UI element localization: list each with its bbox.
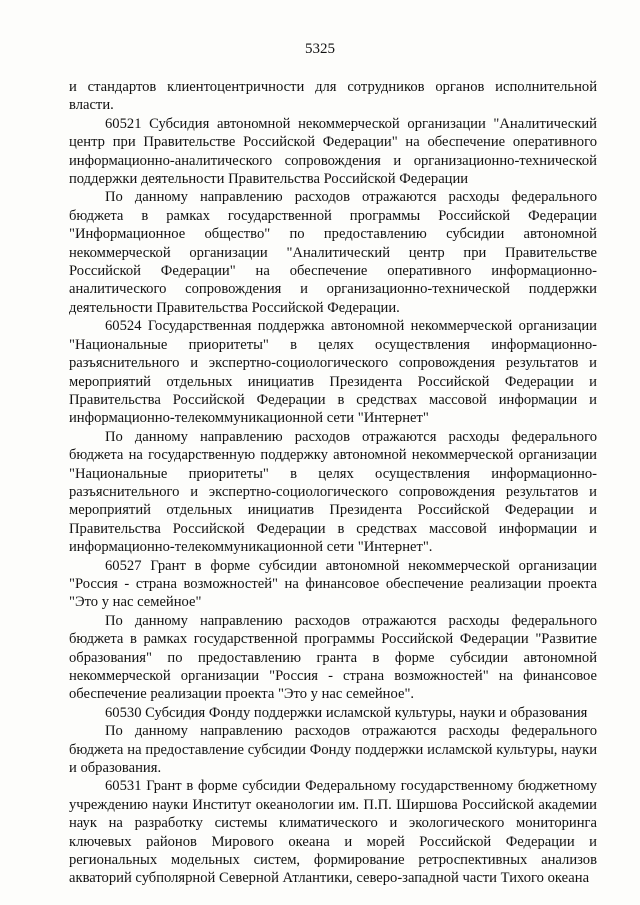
paragraph-60531-heading: 60531 Грант в форме субсидии Федеральному государственному бюджетному учреждению науки Институт океанологии им. П.П. Ширшова Российской академии наук на разработку системы климатического и экологического мониторинга ключевых районов Мирового океана и морей Российской Федерации и региональных модельных систем, формирование ретроспективных анализов акваторий субполярной Северной Атлантики, северо-западной части Тихого океана bbox=[69, 778, 597, 887]
paragraph-60530-heading: 60530 Субсидия Фонду поддержки исламской культуры, науки и образования bbox=[105, 704, 588, 721]
paragraph-60524-heading: 60524 Государственная поддержка автономной некоммерческой организации "Национальные приоритеты" в целях осуществления информационно-разъяснительного и экспертно-социологического сопровождения результатов и мероприятий отдельных инициатив Президента Российской Федерации и Правительства Российской Федерации в средствах массовой информации и информационно-телекоммуникационной сети "Интернет" bbox=[69, 318, 597, 427]
paragraph-60521-heading: 60521 Субсидия автономной некоммерческой организации "Аналитический центр при Правительстве Российской Федерации" на обеспечение оперативного информационно-аналитического сопровождения и организационно-технической поддержки деятельности Правительства Российской Федерации bbox=[69, 115, 597, 188]
paragraph-continuation: и стандартов клиентоцентричности для сотрудников органов исполнительной власти. bbox=[69, 79, 597, 114]
paragraph-60527-heading: 60527 Грант в форме субсидии автономной некоммерческой организации "Россия - страна возможностей" на финансовое обеспечение реализации проекта "Это у нас семейное" bbox=[69, 557, 597, 611]
page-number: 5325 bbox=[305, 41, 335, 57]
paragraph-60521-description: По данному направлению расходов отражаются расходы федерального бюджета в рамках государственной программы Российской Федерации "Информационное общество" по предоставлению субсидии автономной некоммерческой организации "Аналитический центр при Правительстве Российской Федерации" на обеспечение оперативного информационно-аналитического сопровождения и организационно-технической поддержки деятельности Правительства Российской Федерации. bbox=[69, 189, 597, 316]
paragraph-60527-description: По данному направлению расходов отражаются расходы федерального бюджета в рамках государственной программы Российской Федерации "Развитие образования" по предоставлению гранта в форме субсидии автономной некоммерческой организации "Россия - страна возможностей" на финансовое обеспечение реализации проекта "Это у нас семейное". bbox=[69, 612, 597, 703]
paragraph-60524-description: По данному направлению расходов отражаются расходы федерального бюджета на государственную поддержку автономной некоммерческой организации "Национальные приоритеты" в целях осуществления информационно-разъяснительного и экспертно-социологического сопровождения результатов и мероприятий отдельных инициатив Президента Российской Федерации и Правительства Российской Федерации в средствах массовой информации и информационно-телекоммуникационной сети "Интернет". bbox=[69, 428, 597, 556]
document-body bbox=[69, 78, 597, 888]
paragraph-60530-description: По данному направлению расходов отражаются расходы федерального бюджета на предоставление субсидии Фонду поддержки исламской культуры, науки и образования. bbox=[69, 723, 597, 777]
